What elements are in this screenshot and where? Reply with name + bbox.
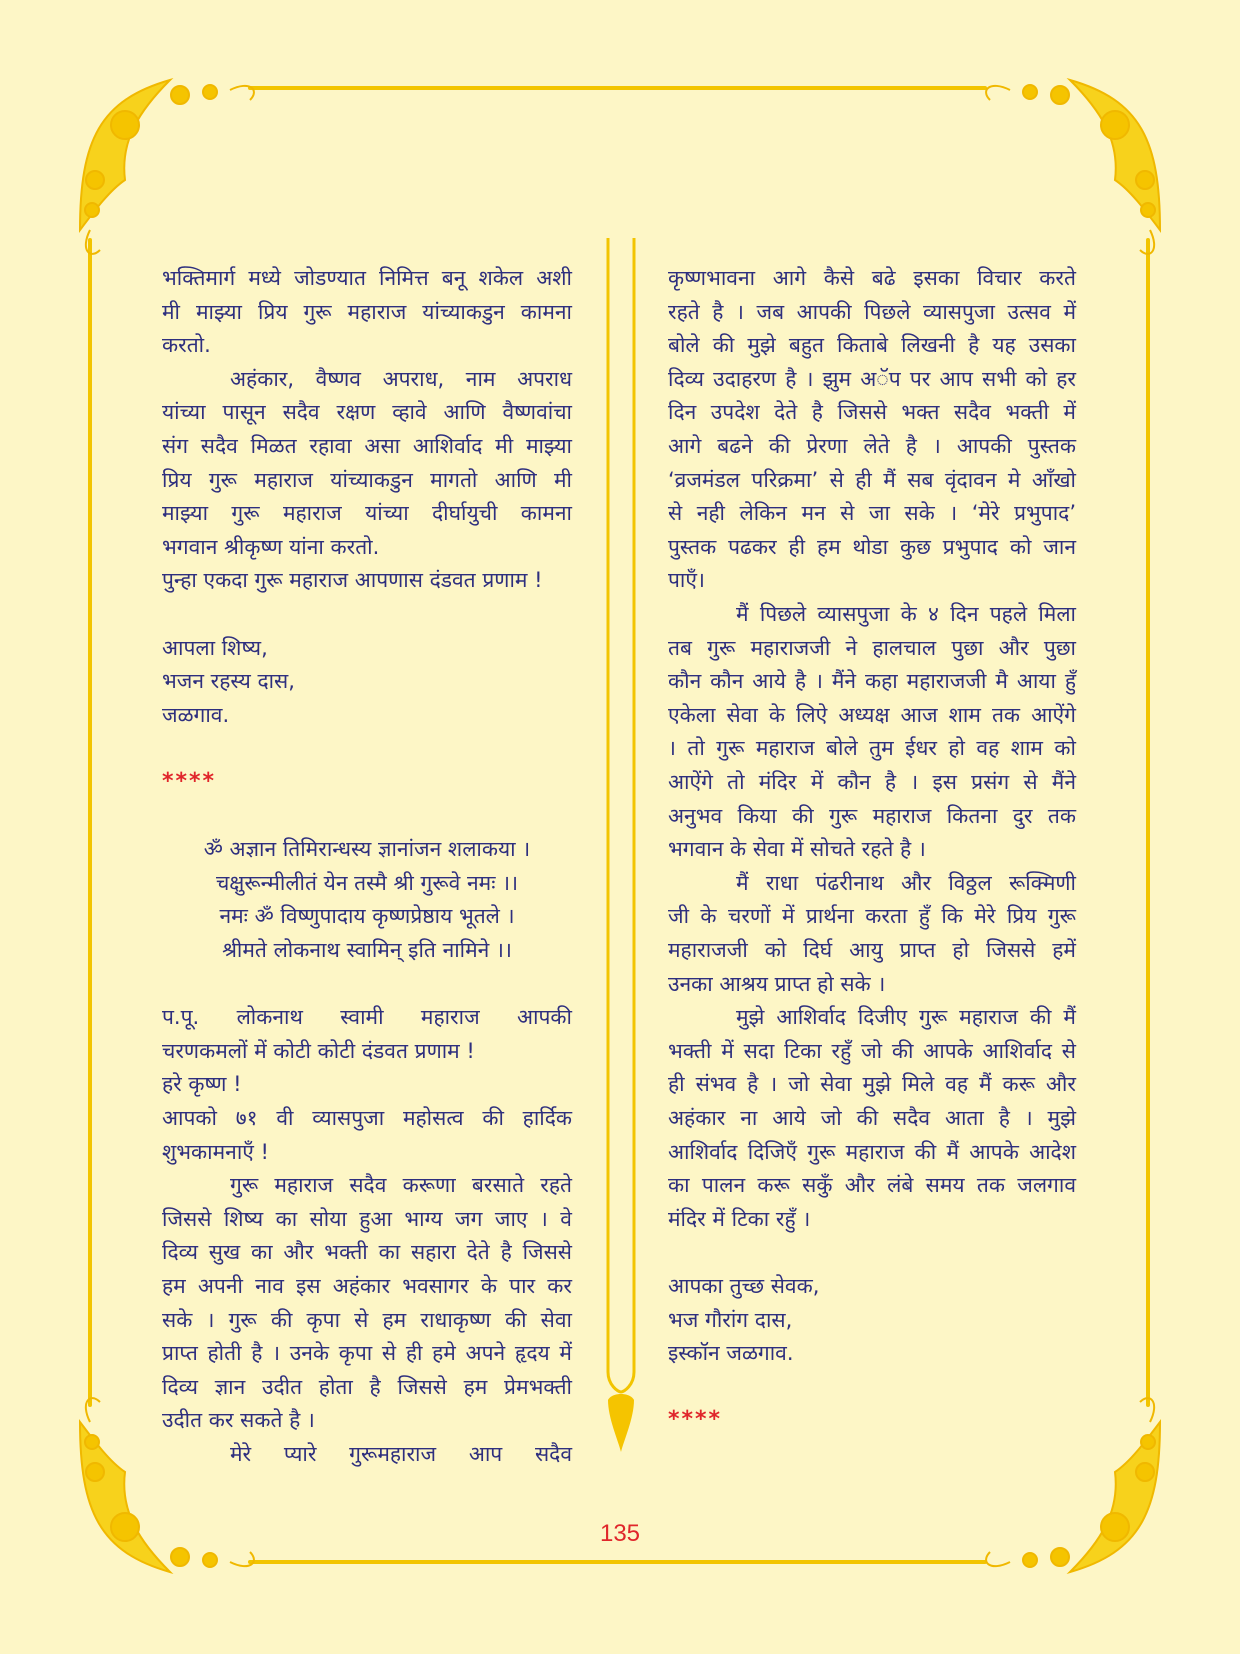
text-line: एकेला सेवा के लिऐ अध्यक्ष आज शाम तक आऐंगे xyxy=(668,702,1076,727)
text-line: मुझे आशिर्वाद दिजीए गुरू महाराज की मैं xyxy=(736,1005,1076,1030)
text-line: शुभकामनाएँ ! xyxy=(162,1139,269,1164)
text-line: जळगाव. xyxy=(162,702,230,727)
text-line xyxy=(162,732,572,764)
text-line: मैं पिछले व्यासपुजा के ४ दिन पहले मिला xyxy=(736,602,1076,626)
text-line: भगवान के सेवा में सोचते रहते है । xyxy=(668,837,926,862)
separator-stars: **** xyxy=(668,1407,723,1433)
text-line: पाएँ। xyxy=(668,568,705,593)
text-line: दिन उपदेश देते है जिससे भक्त सदैव भक्ती में xyxy=(668,400,1076,425)
text-line: हम अपनी नाव इस अहंकार भवसागर के पार कर xyxy=(162,1274,572,1298)
text-line: गुरू महाराज सदैव करूणा बरसाते रहते xyxy=(230,1173,572,1198)
text-line xyxy=(668,1236,1076,1268)
text-line: से नही लेकिन मन से जा सके । ‘मेरे प्रभुपाद’ xyxy=(668,501,1076,526)
text-line: दिव्य सुख का और भक्ती का सहारा देते है जिससे xyxy=(162,1240,572,1265)
text-line: कृष्णभावना आगे कैसे बढे इसका विचार करते xyxy=(668,266,1076,290)
text-line: भक्ती में सदा टिका रहुँ जो की आपके आशिर्वाद से xyxy=(668,1038,1076,1063)
text-line: हरे कृष्ण ! xyxy=(162,1072,242,1097)
shloka-line: चक्षुरून्मीलीतं येन तस्मै श्री गुरूवे नमः ।। xyxy=(215,870,519,895)
text-line xyxy=(162,598,572,630)
text-line: आशिर्वाद दिजिएँ गुरू महाराज की मैं आपके आदेश xyxy=(668,1139,1076,1164)
shloka-line: ॐ अज्ञान तिमिरान्धस्य ज्ञानांजन शलाकया । xyxy=(203,837,531,862)
text-line: रहते है । जब आपकी पिछले व्यासपुजा उत्सव में xyxy=(668,299,1076,324)
text-line: आपका तुच्छ सेवक, xyxy=(668,1274,820,1298)
text-line: अनुभव किया की गुरू महाराज कितना दुर तक xyxy=(668,803,1076,828)
text-line: प.पू. लोकनाथ स्वामी महाराज आपकी xyxy=(162,1005,572,1030)
text-line: मेरे प्यारे गुरूमहाराज आप सदैव xyxy=(230,1442,572,1466)
text-line: महाराजजी को दिर्घ आयु प्राप्त हो जिससे हमें xyxy=(668,938,1076,962)
text-line: चरणकमलों में कोटी कोटी दंडवत प्रणाम ! xyxy=(162,1038,475,1063)
text-line: अहंकार ना आये जो की सदैव आता है । मुझे xyxy=(668,1106,1076,1130)
text-line: दिव्य उदाहरण है । झुम अॅप पर आप सभी को हर xyxy=(668,366,1076,391)
text-line: आऐंगे तो मंदिर में कौन है । इस प्रसंग से मैंने xyxy=(668,770,1076,794)
text-line: भक्तिमार्ग मध्ये जोडण्यात निमित्त बनू शकेल अशी xyxy=(162,266,572,290)
text-line: आपला शिष्य, xyxy=(162,635,268,660)
text-line: बोले की मुझे बहुत किताबे लिखनी है यह उसका xyxy=(668,333,1076,358)
text-line: माझ्या गुरू महाराज यांच्या दीर्घायुची कामना xyxy=(162,501,572,526)
text-line: अहंकार, वैष्णव अपराध, नाम अपराध xyxy=(230,366,572,391)
text-line: तब गुरू महाराजजी ने हालचाल पुछा और पुछा xyxy=(668,635,1076,660)
text-line: मंदिर में टिका रहुँ । xyxy=(668,1206,811,1231)
text-line: भगवान श्रीकृष्ण यांना करतो. xyxy=(162,534,380,559)
text-line: इस्कॉन जळगाव. xyxy=(668,1341,794,1366)
column-divider xyxy=(608,238,634,1392)
text-line: मी माझ्या प्रिय गुरू महाराज यांच्याकडुन कामना xyxy=(162,299,572,324)
text-line: उनका आश्रय प्राप्त हो सके । xyxy=(668,971,886,996)
text-line: करतो. xyxy=(162,333,211,358)
text-line: भज गौरांग दास, xyxy=(668,1307,793,1332)
text-line: ‘व्रजमंडल परिक्रमा’ से ही मैं सब वृंदावन मे आँखो xyxy=(668,467,1076,492)
text-line: दिव्य ज्ञान उदीत होता है जिससे हम प्रेमभक्ती xyxy=(162,1374,572,1399)
text-line: यांच्या पासून सदैव रक्षण व्हावे आणि वैष्णवांचा xyxy=(162,400,572,425)
shloka-line: नमः ॐ विष्णुपादाय कृष्णप्रेष्ठाय भूतले । xyxy=(219,904,515,929)
divider-drop-icon xyxy=(608,1394,634,1452)
text-line xyxy=(162,968,572,1000)
text-line: उदीत कर सकते है । xyxy=(162,1408,315,1433)
text-line: पुन्हा एकदा गुरू महाराज आपणास दंडवत प्रणाम ! xyxy=(162,568,543,593)
separator-stars: **** xyxy=(162,769,217,794)
text-line: पुस्तक पढकर ही हम थोडा कुछ प्रभुपाद को जान xyxy=(668,534,1076,559)
text-line: जी के चरणों में प्रार्थना करता हुँ कि मेरे प्रिय गुरू xyxy=(668,904,1076,929)
text-line: आपको ७१ वी व्यासपुजा महोसत्व की हार्दिक xyxy=(162,1106,572,1130)
text-line: सके । गुरू की कृपा से हम राधाकृष्ण की सेवा xyxy=(162,1307,572,1332)
text-line xyxy=(162,800,572,832)
text-line: प्राप्त होती है । उनके कृपा से ही हमे अपने हृदय में xyxy=(162,1341,572,1366)
text-line: का पालन करू सकुँ और लंबे समय तक जलगाव xyxy=(668,1173,1076,1198)
text-line: संग सदैव मिळत रहावा असा आशिर्वाद मी माझ्या xyxy=(162,434,572,458)
text-line: ही संभव है । जो सेवा मुझे मिले वह मैं करू और xyxy=(668,1072,1076,1097)
shloka-line: श्रीमते लोकनाथ स्वामिन् इति नामिने ।। xyxy=(222,938,512,962)
text-line: कौन कौन आये है । मैंने कहा महाराजजी मै आया हुँ xyxy=(668,669,1076,694)
text-line xyxy=(668,1371,1076,1403)
page-number: 135 xyxy=(599,1520,641,1547)
text-line: जिससे शिष्य का सोया हुआ भाग्य जग जाए । वे xyxy=(162,1206,572,1231)
text-line: प्रिय गुरू महाराज यांच्याकडुन मागतो आणि मी xyxy=(162,467,572,492)
text-line: भजन रहस्य दास, xyxy=(162,669,295,694)
text-line: आगे बढने की प्रेरणा लेते है । आपकी पुस्तक xyxy=(668,434,1076,458)
text-line: । तो गुरू महाराज बोले तुम ईधर हो वह शाम को xyxy=(668,736,1076,761)
text-line: मैं राधा पंढरीनाथ और विठ्ठल रूक्मिणी xyxy=(736,870,1076,895)
